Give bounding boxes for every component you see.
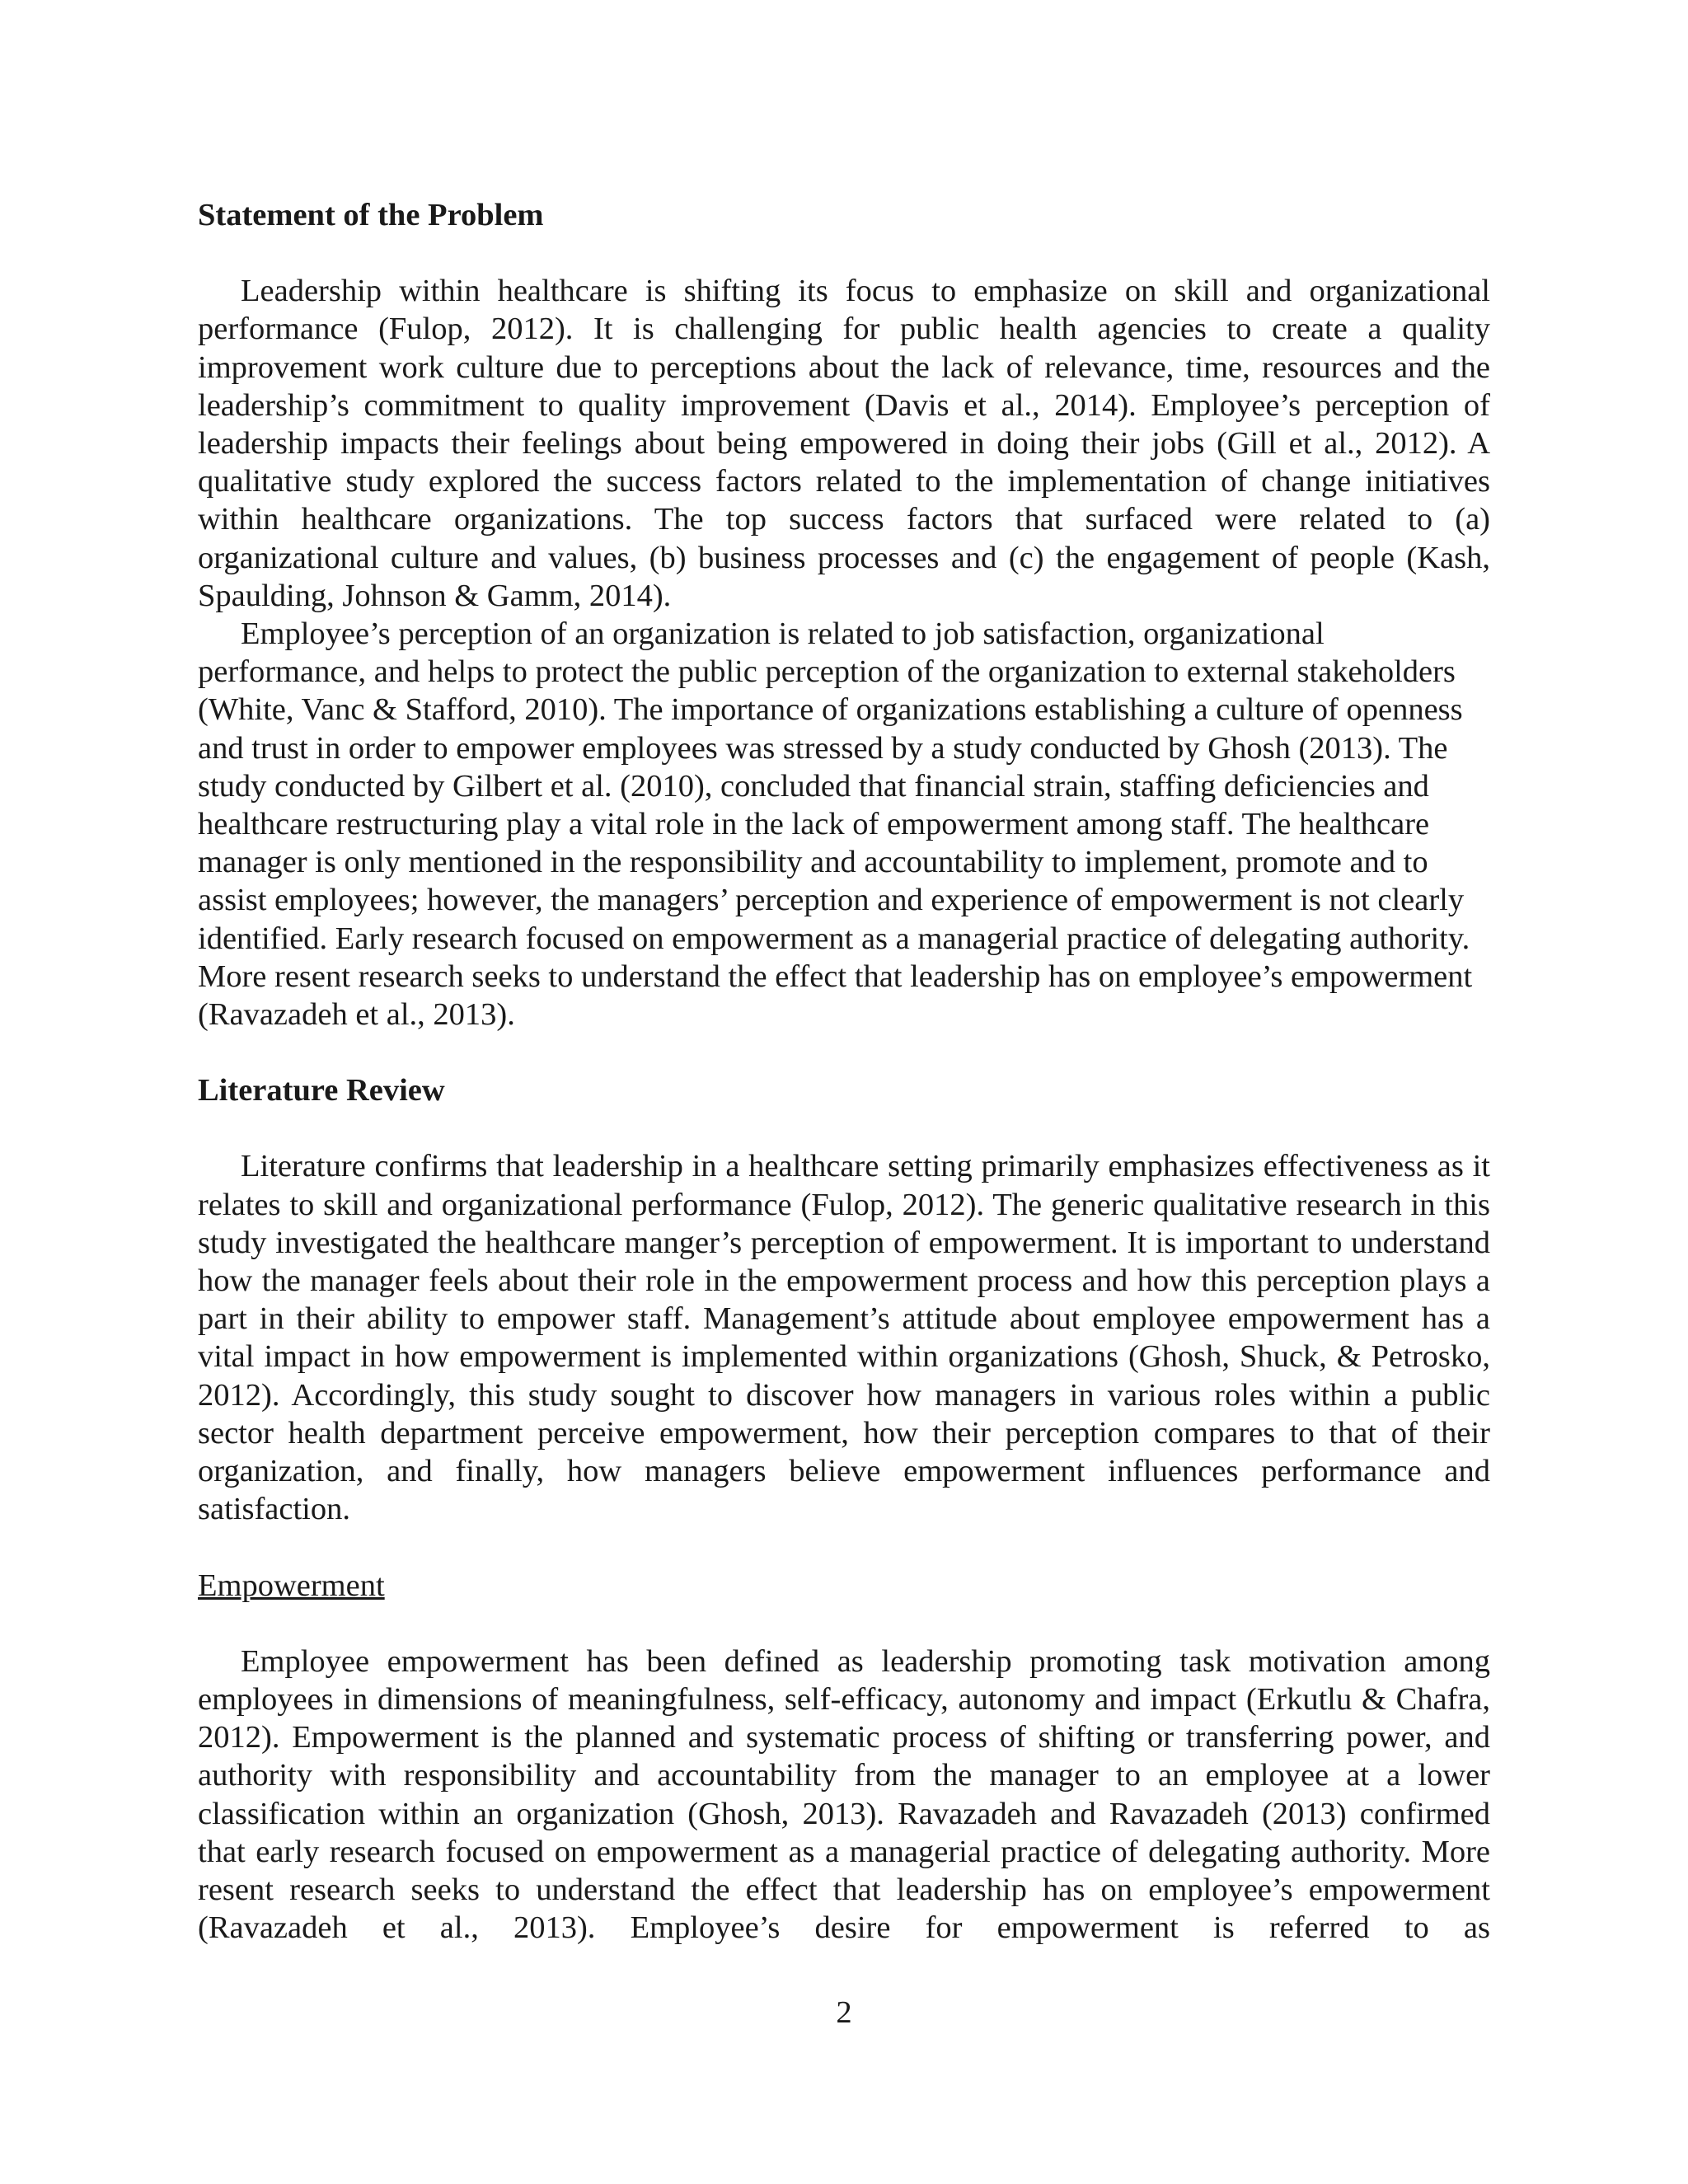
spacer [198, 1529, 1490, 1567]
literature-paragraph-1: Literature confirms that leadership in a healthcare setting primarily emphasizes effectiveness as it relates to skill and organizational performance (Fulop, 2012). The generic qualitative research in this study investigated the healthcare manger’s perception of empowerment. It is important to understand how the manager feels about their role in the empowerment process and how this perception plays a part in their ability to empower staff. Management’s attitude about employee empowerment has a vital impact in how empowerment is implemented within organizations (Ghosh, Shuck, & Petrosko, 2012). Accordingly, this study sought to discover how managers in various roles within a public sector health department perceive empowerment, how their perception compares to that of their organization, and finally, how managers believe empowerment influences performance and satisfaction. [198, 1149, 1490, 1527]
spacer [198, 1033, 1490, 1071]
problem-paragraph-1: Leadership within healthcare is shifting its focus to emphasize on skill and organizational performance (Fulop, 2012). It is challenging for public health agencies to create a quality improvement work culture due to perceptions about the lack of relevance, time, resources and the leadership’s commitment to quality improvement (Davis et al., 2014). Employee’s perception of leadership impacts their feelings about being empowered in doing their jobs (Gill et al., 2012). A qualitative study explored the success factors related to the implementation of change initiatives within healthcare organizations. The top success factors that surfaced were related to (a) organizational culture and values, (b) business processes and (c) the engagement of people (Kash, Spaulding, Johnson & Gamm, 2014). [198, 274, 1490, 613]
page-number: 2 [836, 1995, 852, 2030]
section-heading-statement-of-problem: Statement of the Problem [198, 198, 544, 232]
spacer [198, 1605, 1490, 1643]
spacer [198, 234, 1490, 272]
subsection-heading-empowerment: Empowerment [198, 1568, 385, 1603]
empowerment-paragraph-1: Employee empowerment has been defined as leadership promoting task motivation among employees in dimensions of meaningfulness, self-efficacy, autonomy and impact (Erkutlu & Chafra, 2012). Empowerment is the planned and systematic process of shifting or transferring power, and authority with responsibility and accountability from the manager to an employee at a lower classification within an organization (Ghosh, 2013). Ravazadeh and Ravazadeh (2013) confirmed that early research focused on empowerment as a managerial practice of delegating authority. More resent research seeks to understand the effect that leadership has on employee’s empowerment (Ravazadeh et al., 2013). Employee’s desire for empowerment is referred to as [198, 1643, 1490, 1946]
spacer [198, 1109, 1490, 1147]
problem-paragraph-2: Employee’s perception of an organization is related to job satisfaction, organizational performance, and helps to protect the public perception of the organization to external stakeholders (White, Vanc & Stafford, 2010). The importance of organizations establishing a culture of openness and trust in order to empower employees was stressed by a study conducted by Ghosh (2013). The study conducted by Gilbert et al. (2010), concluded that financial strain, staffing deficiencies and healthcare restructuring play a vital role in the lack of empowerment among staff. The healthcare manager is only mentioned in the responsibility and accountability to implement, promote and to assist employees; however, the managers’ perception and experience of empowerment is not clearly identified. Early research focused on empowerment as a managerial practice of delegating authority. More resent research seeks to understand the effect that leadership has on employee’s empowerment (Ravazadeh et al., 2013). [198, 616, 1473, 1033]
document-page [198, 196, 1490, 1947]
section-heading-literature-review: Literature Review [198, 1073, 445, 1108]
